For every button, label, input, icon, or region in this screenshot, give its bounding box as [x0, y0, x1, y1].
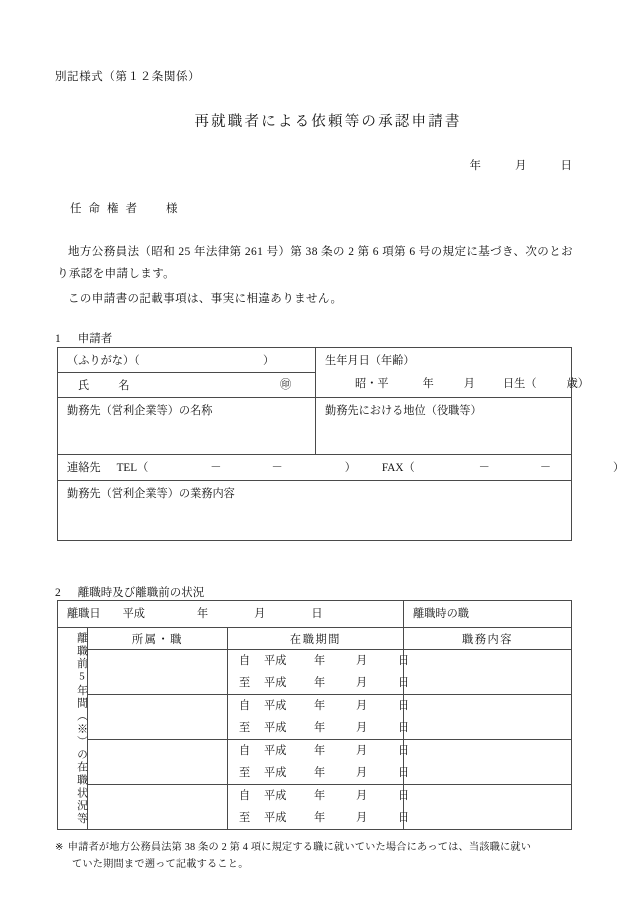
tel-close-paren: ） — [344, 462, 356, 474]
term-to-year: 年 — [314, 812, 326, 824]
table-row — [58, 650, 572, 695]
term-from-era: 平成 — [264, 700, 287, 712]
table-row — [58, 455, 572, 481]
date-day-label: 日 — [560, 160, 572, 172]
furigana-close-paren: ） — [263, 355, 275, 367]
term-from-day: 日 — [398, 655, 410, 667]
table-row — [58, 695, 572, 740]
name-label: 氏 名 — [78, 380, 139, 392]
tenure-from-line — [228, 650, 410, 672]
section-1-label: 申請者 — [77, 333, 113, 345]
name-cell[interactable] — [58, 373, 316, 398]
date-month-label: 月 — [515, 160, 527, 172]
term-from-year: 年 — [314, 655, 326, 667]
term-from-month: 月 — [356, 790, 368, 802]
addressee — [70, 200, 178, 216]
leave-date-cell[interactable] — [58, 601, 404, 628]
term-to-month: 月 — [356, 677, 368, 689]
tenure-to-line — [228, 672, 410, 694]
term-to-era: 平成 — [264, 812, 287, 824]
term-to-year: 年 — [314, 677, 326, 689]
age-label: 歳） — [566, 378, 589, 390]
section-1-heading — [55, 330, 112, 346]
duties-cell[interactable] — [404, 785, 572, 830]
footnote-line-2: ていた期間まで遡って記載すること。 — [72, 859, 249, 871]
term-to-day: 日 — [398, 767, 410, 779]
term-to-label: 至 — [239, 767, 251, 779]
workplace-name-label: 勤務先（営利企業等）の名称 — [67, 405, 213, 417]
tenure-to-line — [228, 762, 410, 784]
tenure-to-line — [228, 717, 410, 739]
applicant-table — [57, 347, 625, 541]
fax-dash-2: － — [539, 462, 552, 474]
form-reference: 別記様式（第１２条関係） — [55, 71, 201, 83]
birth-month-label: 月 — [463, 378, 475, 390]
term-to-era: 平成 — [264, 767, 287, 779]
tenure-from-line — [228, 695, 410, 717]
tenure-cell[interactable] — [228, 785, 410, 830]
leave-position-cell[interactable] — [404, 601, 572, 628]
addressee-name: 任命権者 — [70, 203, 144, 215]
birth-year-label: 年 — [422, 378, 434, 390]
vertical-period-label-cell — [58, 628, 88, 830]
term-to-era: 平成 — [264, 722, 287, 734]
leave-position-label: 離職時の職 — [413, 608, 469, 620]
footnote-mark: ※ — [55, 842, 64, 853]
term-from-year: 年 — [314, 790, 326, 802]
term-to-label: 至 — [239, 677, 251, 689]
leave-date-label: 離職日 — [67, 608, 101, 620]
duties-cell[interactable] — [404, 740, 572, 785]
workplace-name-cell[interactable] — [58, 398, 316, 455]
term-to-day: 日 — [398, 677, 410, 689]
tel-label: TEL（ — [116, 462, 149, 474]
footnote — [55, 839, 575, 874]
term-to-day: 日 — [398, 812, 410, 824]
column-header-duties: 職務内容 — [404, 628, 572, 650]
term-from-day: 日 — [398, 700, 410, 712]
vertical-period-label: 離職前5年間（※）の在職状況等 — [76, 631, 88, 826]
section-2-number: 2 — [55, 587, 61, 599]
date-year-label: 年 — [469, 160, 481, 172]
page-title: 再就職者による依頼等の承認申請書 — [194, 114, 462, 130]
birthdate-cell[interactable] — [316, 348, 589, 398]
birthdate-label: 生年月日（年齢） — [325, 355, 415, 367]
leave-era-label: 平成 — [122, 608, 145, 620]
body-paragraph-2 — [57, 288, 573, 310]
date-line — [470, 157, 573, 173]
term-from-era: 平成 — [264, 745, 287, 757]
employment-history-table — [57, 600, 572, 830]
tenure-cell[interactable] — [228, 695, 410, 740]
contact-cell[interactable] — [58, 455, 625, 481]
tenure-cell[interactable] — [228, 740, 410, 785]
seal-icon: ㊞ — [280, 379, 292, 391]
column-header-tenure: 在職期間 — [228, 628, 404, 650]
affiliation-cell[interactable] — [88, 785, 228, 830]
term-from-year: 年 — [314, 700, 326, 712]
fax-close-paren: ） — [613, 462, 625, 474]
contact-label: 連絡先 — [67, 462, 101, 474]
furigana-label: （ふりがな）（ — [67, 355, 140, 367]
affiliation-cell[interactable] — [88, 650, 228, 695]
business-content-label: 勤務先（営利企業等）の業務内容 — [67, 488, 235, 500]
column-header-affiliation: 所属・職 — [88, 628, 228, 650]
term-from-label: 自 — [239, 745, 251, 757]
fax-dash-1: － — [478, 462, 490, 474]
section-2-heading — [55, 584, 204, 600]
tel-dash-1: － — [210, 462, 222, 474]
tel-dash-2: － — [271, 462, 283, 474]
affiliation-cell[interactable] — [88, 695, 228, 740]
leave-year-label: 年 — [196, 608, 209, 620]
tenure-to-line — [228, 807, 410, 829]
term-from-era: 平成 — [264, 790, 287, 802]
term-to-year: 年 — [314, 767, 326, 779]
duties-cell[interactable] — [404, 650, 572, 695]
body-paragraph-2-text: この申請書の記載事項は、事実に相違ありません。 — [68, 293, 343, 305]
tenure-from-line — [228, 740, 410, 762]
furigana-cell[interactable] — [58, 348, 316, 373]
table-row — [58, 481, 572, 541]
leave-month-label: 月 — [254, 608, 266, 620]
term-from-day: 日 — [398, 790, 410, 802]
tenure-cell[interactable] — [228, 650, 410, 695]
section-1-number: 1 — [55, 333, 61, 345]
term-from-month: 月 — [356, 655, 368, 667]
fax-label: FAX（ — [381, 462, 415, 474]
term-to-day: 日 — [398, 722, 410, 734]
term-to-month: 月 — [356, 722, 368, 734]
term-from-month: 月 — [356, 700, 368, 712]
term-to-label: 至 — [239, 722, 251, 734]
section-2-label: 離職時及び離職前の状況 — [77, 587, 205, 599]
addressee-honorific: 様 — [166, 203, 178, 215]
term-from-year: 年 — [314, 745, 326, 757]
business-content-cell[interactable] — [58, 481, 572, 541]
term-from-label: 自 — [239, 790, 251, 802]
tenure-from-line — [228, 785, 410, 807]
table-row — [58, 740, 572, 785]
term-from-era: 平成 — [264, 655, 287, 667]
table-row — [58, 398, 572, 455]
body-paragraph-1-text: 地方公務員法（昭和 25 年法律第 261 号）第 38 条の 2 第 6 項第 6 号の規定に基づき、次のとおり承認を申請します。 — [57, 246, 573, 281]
term-from-label: 自 — [239, 655, 251, 667]
footnote-line-1: 申請者が地方公務員法第 38 条の 2 第 4 項に規定する職に就いていた場合にあっては、当該職に就い — [67, 842, 532, 853]
table-row — [58, 785, 572, 830]
era-label: 昭・平 — [355, 378, 389, 390]
affiliation-cell[interactable] — [88, 740, 228, 785]
table-row — [58, 601, 572, 628]
term-to-year: 年 — [314, 722, 326, 734]
term-from-label: 自 — [239, 700, 251, 712]
workplace-position-cell[interactable] — [316, 398, 572, 455]
term-from-day: 日 — [398, 745, 410, 757]
table-row — [58, 348, 572, 373]
term-to-month: 月 — [356, 812, 368, 824]
duties-cell[interactable] — [404, 695, 572, 740]
table-header-row — [58, 628, 572, 650]
birth-day-label: 日生（ — [502, 378, 537, 390]
term-to-month: 月 — [356, 767, 368, 779]
body-paragraph-1 — [57, 241, 573, 286]
leave-day-label: 日 — [311, 608, 323, 620]
term-to-label: 至 — [239, 812, 251, 824]
term-from-month: 月 — [356, 745, 368, 757]
term-to-era: 平成 — [264, 677, 287, 689]
workplace-position-label: 勤務先における地位（役職等） — [325, 405, 482, 417]
